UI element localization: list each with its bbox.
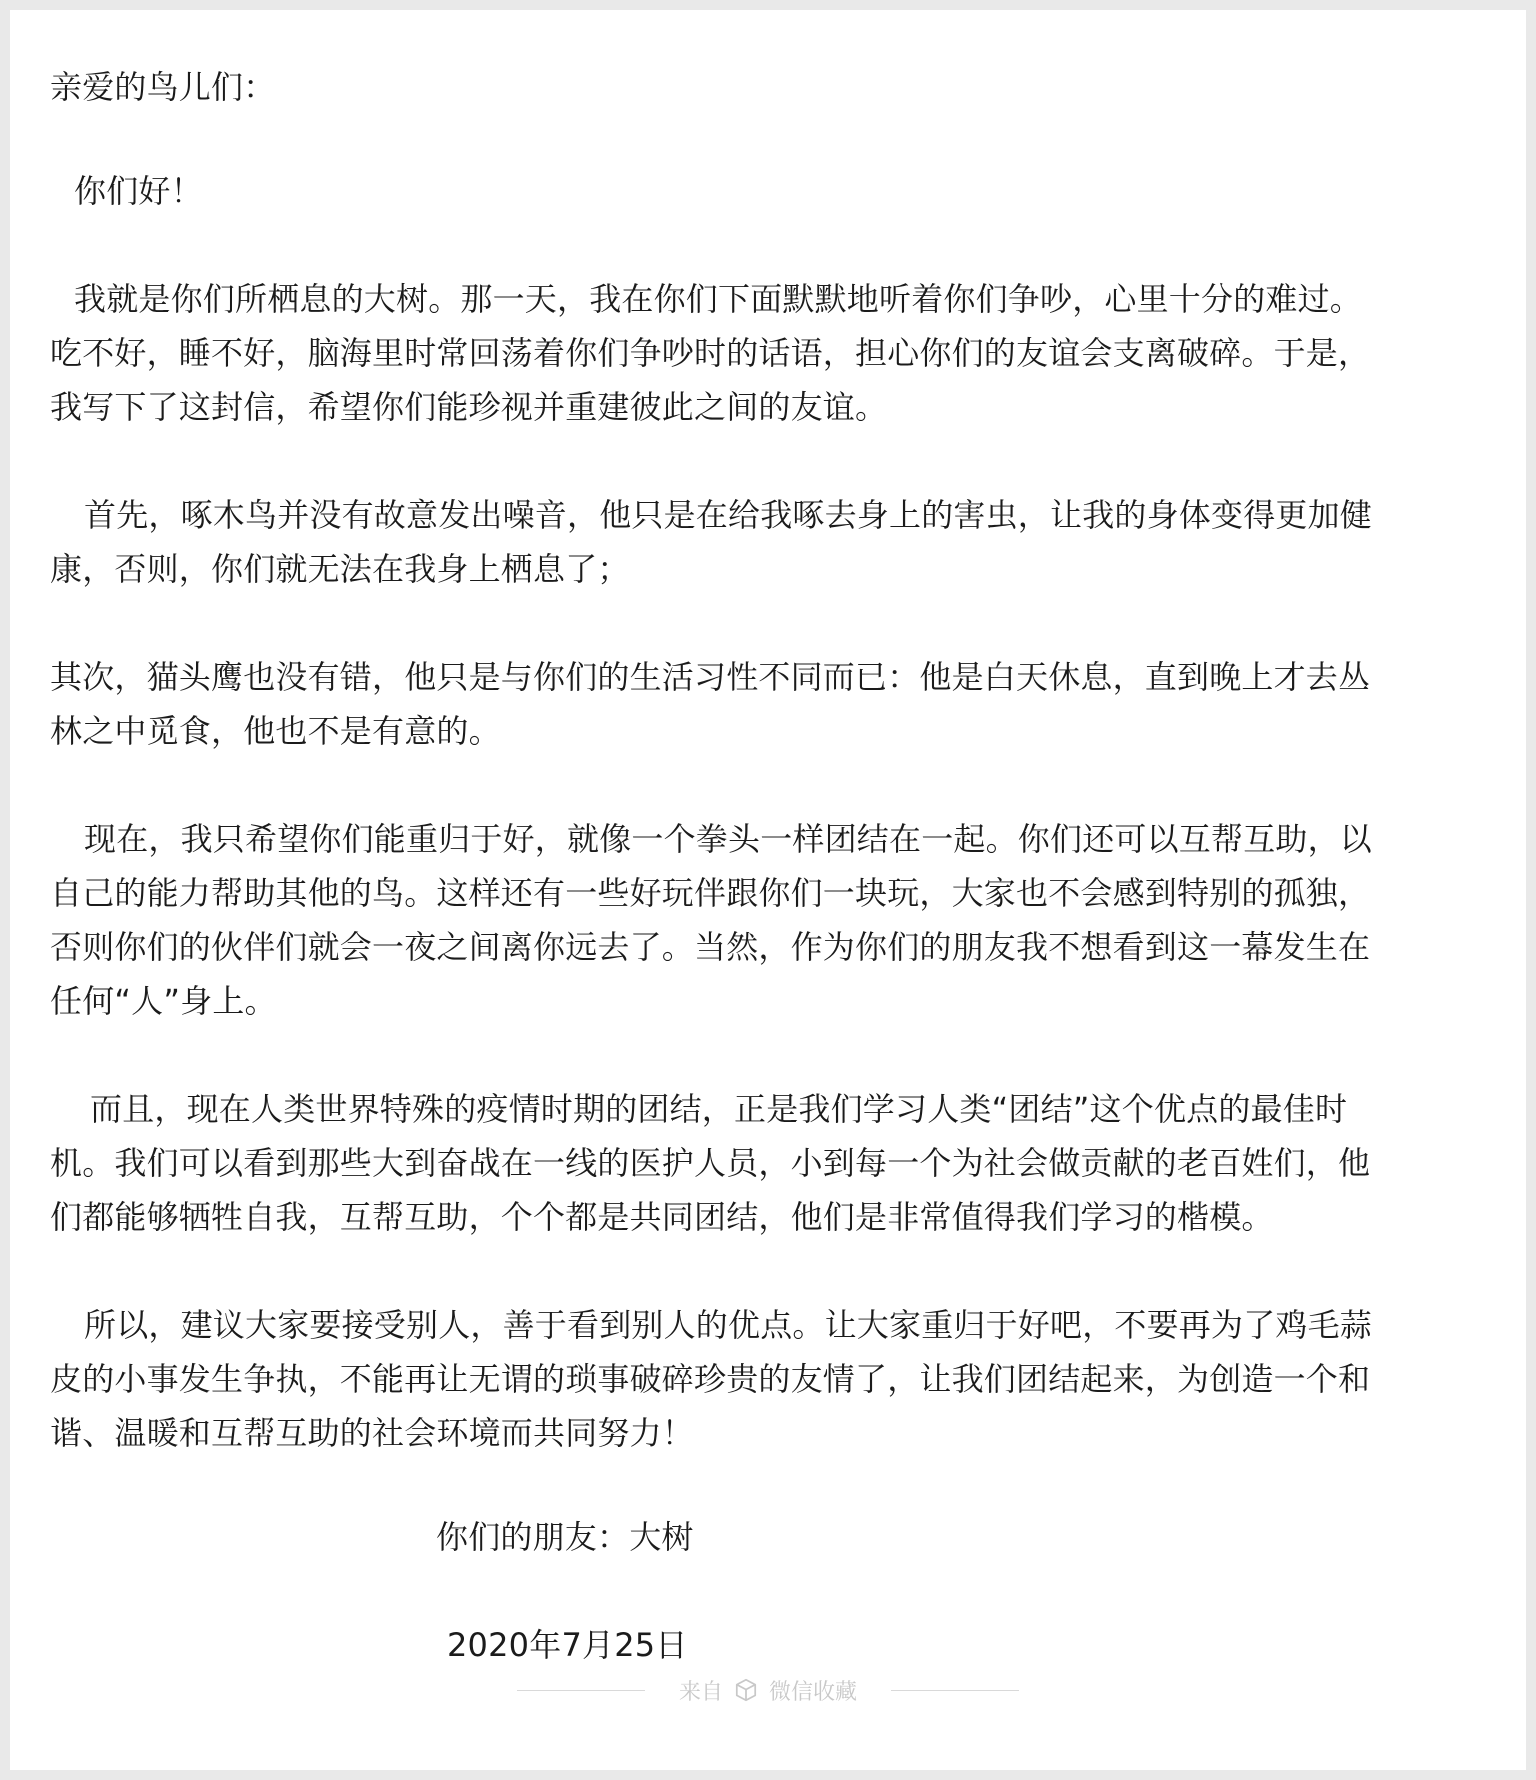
letter-page bbox=[10, 10, 1526, 1770]
paragraph-6 bbox=[50, 1298, 1480, 1460]
paragraph-2 bbox=[50, 488, 1480, 596]
paragraph-5 bbox=[50, 1082, 1480, 1244]
paragraph-line: 机。我们可以看到那些大到奋战在一线的医护人员，小到每一个为社会做贡献的老百姓们，他 bbox=[50, 1144, 1371, 1182]
letter-body bbox=[50, 60, 1480, 1672]
cube-icon bbox=[733, 1677, 759, 1703]
paragraph-line: 吃不好，睡不好，脑海里时常回荡着你们争吵时的话语，担心你们的友谊会支离破碎。于是， bbox=[50, 334, 1371, 372]
paragraph-line: 任何“人”身上。 bbox=[50, 982, 277, 1020]
greeting: 你们好！ bbox=[74, 172, 203, 210]
paragraph-line: 现在，我只希望你们能重归于好，就像一个拳头一样团结在一起。你们还可以互帮互助，以 bbox=[84, 820, 1373, 858]
paragraph-line: 康，否则，你们就无法在我身上栖息了； bbox=[50, 550, 630, 588]
paragraph-line: 其次，猫头鹰也没有错，他只是与你们的生活习性不同而已：他是白天休息，直到晚上才去丛 bbox=[50, 658, 1371, 696]
paragraph-line: 而且，现在人类世界特殊的疫情时期的团结，正是我们学习人类“团结”这个优点的最佳时 bbox=[90, 1090, 1348, 1128]
paragraph-line: 否则你们的伙伴们就会一夜之间离你远去了。当然，作为你们的朋友我不想看到这一幕发生在 bbox=[50, 928, 1371, 966]
paragraph-line: 皮的小事发生争执，不能再让无谓的琐事破碎珍贵的友情了，让我们团结起来，为创造一个和 bbox=[50, 1360, 1371, 1398]
signature: 你们的朋友：大树 bbox=[436, 1518, 694, 1556]
footer-rule-left bbox=[517, 1690, 645, 1691]
paragraph-line: 我写下了这封信，希望你们能珍视并重建彼此之间的友谊。 bbox=[50, 388, 888, 426]
source-footer bbox=[10, 1670, 1526, 1710]
paragraph-3 bbox=[50, 650, 1480, 758]
paragraph-line: 首先，啄木鸟并没有故意发出噪音，他只是在给我啄去身上的害虫，让我的身体变得更加健 bbox=[84, 496, 1373, 534]
from-label: 来自 bbox=[678, 1679, 723, 1705]
paragraph-4 bbox=[50, 812, 1480, 1028]
salutation: 亲爱的鸟儿们： bbox=[50, 68, 276, 106]
app-name: 微信收藏 bbox=[769, 1679, 858, 1705]
footer-rule-right bbox=[891, 1690, 1019, 1691]
letter-date: 2020年7月25日 bbox=[447, 1626, 688, 1664]
paragraph-line: 所以，建议大家要接受别人，善于看到别人的优点。让大家重归于好吧，不要再为了鸡毛蒜 bbox=[84, 1306, 1373, 1344]
paragraph-line: 自己的能力帮助其他的鸟。这样还有一些好玩伴跟你们一块玩，大家也不会感到特别的孤独， bbox=[50, 874, 1371, 912]
source-label bbox=[679, 1675, 857, 1706]
paragraph-1 bbox=[50, 272, 1480, 434]
paragraph-line: 我就是你们所栖息的大树。那一天，我在你们下面默默地听着你们争吵，心里十分的难过。 bbox=[74, 280, 1363, 318]
paragraph-line: 谐、温暖和互帮互助的社会环境而共同努力！ bbox=[50, 1414, 695, 1452]
paragraph-line: 们都能够牺牲自我，互帮互助，个个都是共同团结，他们是非常值得我们学习的楷模。 bbox=[50, 1198, 1274, 1236]
paragraph-line: 林之中觅食，他也不是有意的。 bbox=[50, 712, 501, 750]
